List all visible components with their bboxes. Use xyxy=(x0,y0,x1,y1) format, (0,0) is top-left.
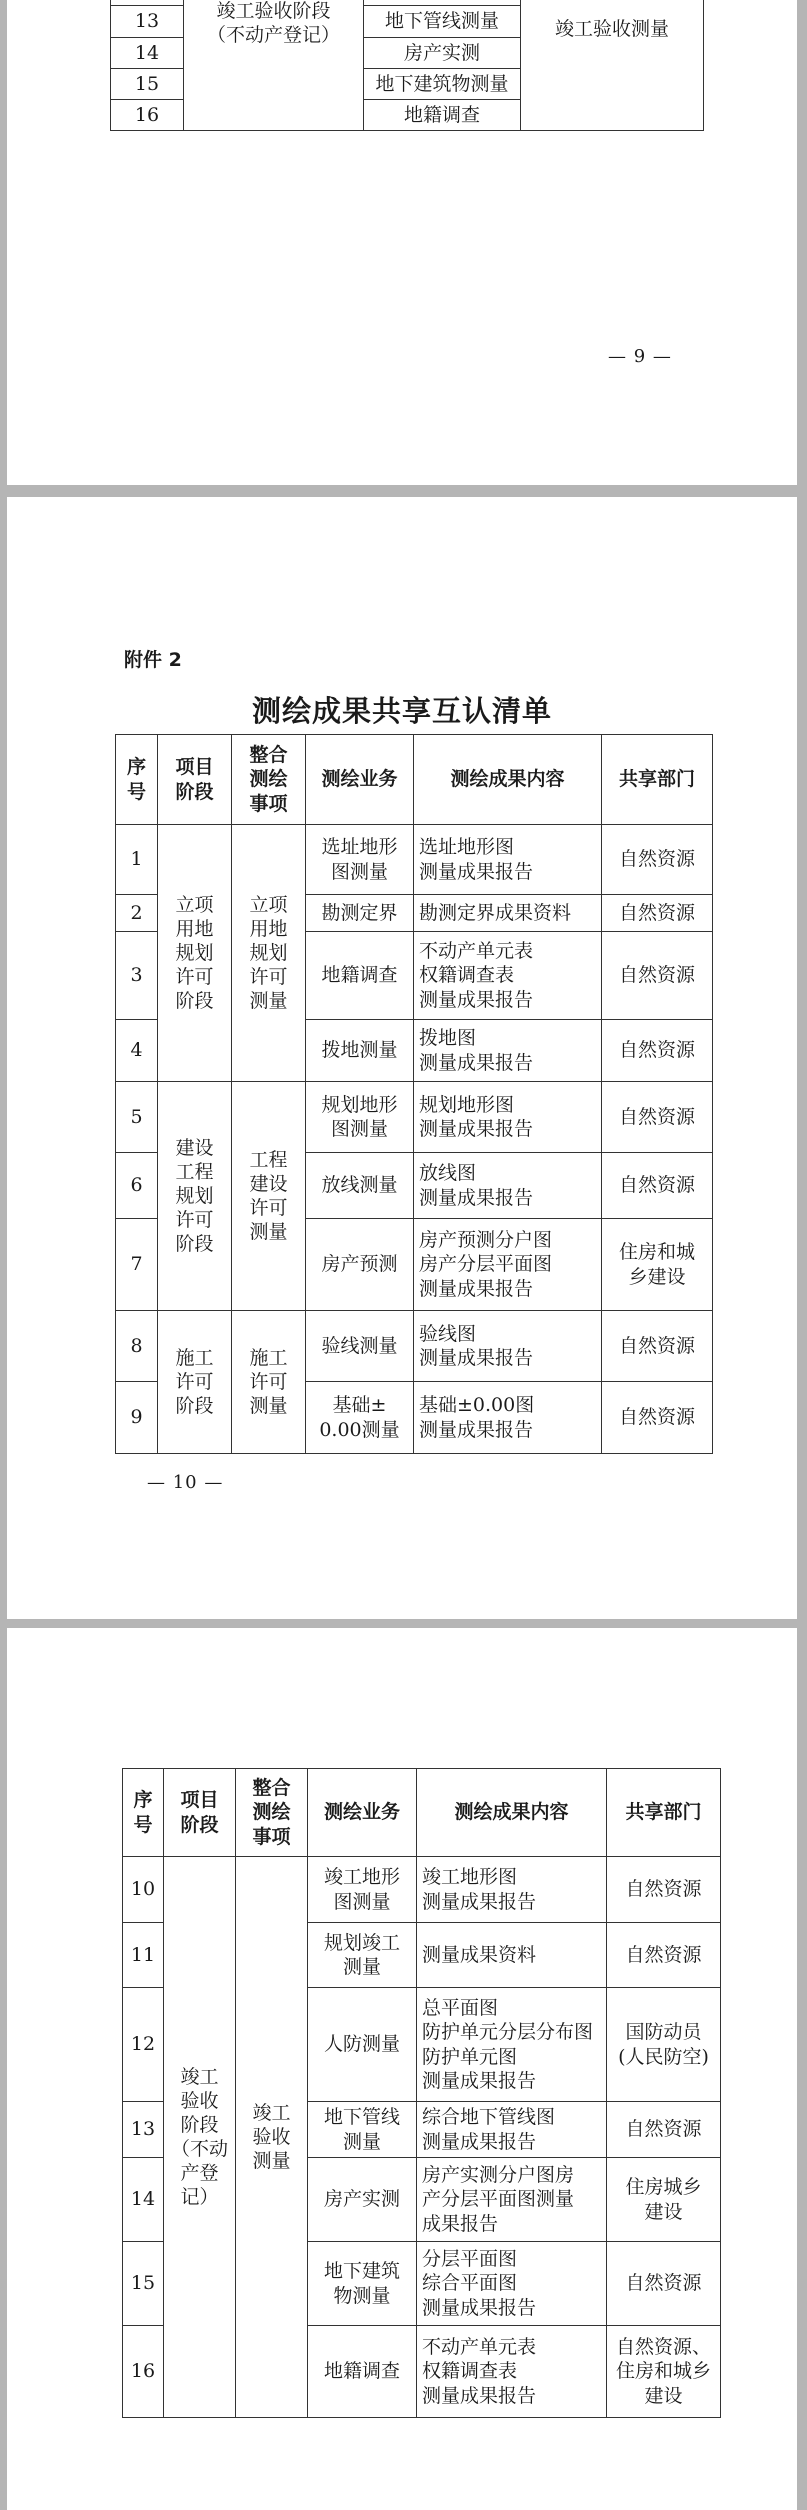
table-header-row xyxy=(116,735,713,825)
business-cell: 地下管线 测量 xyxy=(308,2102,417,2158)
business-cell: 竣工地形 图测量 xyxy=(308,1857,417,1923)
content-cell: 基础±0.00图 测量成果报告 xyxy=(414,1382,602,1454)
header-content: 测绘成果内容 xyxy=(414,735,602,825)
stage-cell: 竣工验收阶段 （不动产登记） xyxy=(184,0,364,131)
header-business: 测绘业务 xyxy=(306,735,414,825)
row-number: 6 xyxy=(116,1153,158,1219)
table-row xyxy=(123,1857,721,1923)
business-cell: 勘测定界 xyxy=(306,895,414,932)
previous-page-table-fragment xyxy=(110,0,704,131)
dept-cell: 自然资源 xyxy=(602,825,713,895)
content-cell: 总平面图 防护单元分层分布图 防护单元图 测量成果报告 xyxy=(417,1988,607,2102)
content-cell: 房产实测分户图房 产分层平面图测量 成果报告 xyxy=(417,2158,607,2242)
content-cell: 房产预测分户图 房产分层平面图 测量成果报告 xyxy=(414,1219,602,1311)
header-no: 序 号 xyxy=(116,735,158,825)
row-number: 14 xyxy=(111,38,184,69)
business-cell: 地下建筑 物测量 xyxy=(308,2242,417,2326)
row-number: 2 xyxy=(116,895,158,932)
dept-cell: 自然资源 xyxy=(607,1857,721,1923)
row-number: 11 xyxy=(123,1923,164,1988)
header-content: 测绘成果内容 xyxy=(417,1769,607,1857)
dept-cell: 自然资源 xyxy=(602,1153,713,1219)
business-cell: 放线测量 xyxy=(306,1153,414,1219)
stage-cell: 施工 许可 阶段 xyxy=(158,1311,232,1454)
header-stage: 项目 阶段 xyxy=(158,735,232,825)
page-number: — 9 — xyxy=(608,346,672,367)
header-integrated: 整合 测绘 事项 xyxy=(236,1769,308,1857)
business-cell: 人防测量 xyxy=(308,1988,417,2102)
table-row xyxy=(116,1082,713,1153)
business-cell: 基础± 0.00测量 xyxy=(306,1382,414,1454)
survey-item-cell: 地籍调查 xyxy=(364,100,521,131)
row-number: 7 xyxy=(116,1219,158,1311)
integrated-item-cell: 立项 用地 规划 许可 测量 xyxy=(232,825,306,1082)
dept-cell: 自然资源、 住房和城乡 建设 xyxy=(607,2326,721,2418)
header-no: 序 号 xyxy=(123,1769,164,1857)
content-cell: 验线图 测量成果报告 xyxy=(414,1311,602,1382)
content-cell: 勘测定界成果资料 xyxy=(414,895,602,932)
header-integrated: 整合 测绘 事项 xyxy=(232,735,306,825)
stage-cell: 立项 用地 规划 许可 阶段 xyxy=(158,825,232,1082)
business-cell: 规划竣工 测量 xyxy=(308,1923,417,1988)
integrated-item-cell: 工程 建设 许可 测量 xyxy=(232,1082,306,1311)
dept-cell: 自然资源 xyxy=(602,895,713,932)
integrated-item-cell: 竣工 验收 测量 xyxy=(236,1857,308,2418)
content-cell: 不动产单元表 权籍调查表 测量成果报告 xyxy=(417,2326,607,2418)
annex-label: 附件 2 xyxy=(124,649,182,671)
row-number: 8 xyxy=(116,1311,158,1382)
document-page-previous xyxy=(7,0,797,485)
content-cell: 测量成果资料 xyxy=(417,1923,607,1988)
content-cell: 综合地下管线图 测量成果报告 xyxy=(417,2102,607,2158)
table-row xyxy=(116,825,713,895)
dept-cell: 自然资源 xyxy=(607,2242,721,2326)
dept-cell: 自然资源 xyxy=(607,1923,721,1988)
page-number: — 10 — xyxy=(147,1472,224,1493)
business-cell: 验线测量 xyxy=(306,1311,414,1382)
row-number: 13 xyxy=(123,2102,164,2158)
dept-cell: 住房和城 乡建设 xyxy=(602,1219,713,1311)
business-cell: 选址地形 图测量 xyxy=(306,825,414,895)
row-number: 10 xyxy=(123,1857,164,1923)
content-cell: 放线图 测量成果报告 xyxy=(414,1153,602,1219)
business-cell: 地籍调查 xyxy=(308,2326,417,2418)
document-page-main xyxy=(7,497,797,1619)
integrated-item-cell: 施工 许可 测量 xyxy=(232,1311,306,1454)
content-cell: 拨地图 测量成果报告 xyxy=(414,1020,602,1082)
stage-cell: 竣工 验收 阶段 （不动 产登 记） xyxy=(164,1857,236,2418)
dept-cell: 自然资源 xyxy=(602,1020,713,1082)
business-cell: 地籍调查 xyxy=(306,932,414,1020)
business-cell: 房产实测 xyxy=(308,2158,417,2242)
dept-cell: 自然资源 xyxy=(602,1382,713,1454)
header-stage: 项目 阶段 xyxy=(164,1769,236,1857)
table-header-row xyxy=(123,1769,721,1857)
business-cell: 规划地形 图测量 xyxy=(306,1082,414,1153)
row-number: 13 xyxy=(111,6,184,38)
row-number: 5 xyxy=(116,1082,158,1153)
row-number: 9 xyxy=(116,1382,158,1454)
row-number: 1 xyxy=(116,825,158,895)
stage-cell: 建设 工程 规划 许可 阶段 xyxy=(158,1082,232,1311)
shared-results-table xyxy=(115,734,713,1454)
header-business: 测绘业务 xyxy=(308,1769,417,1857)
content-cell: 选址地形图 测量成果报告 xyxy=(414,825,602,895)
dept-cell: 自然资源 xyxy=(602,932,713,1020)
row-number: 15 xyxy=(123,2242,164,2326)
row-number: 4 xyxy=(116,1020,158,1082)
row-number: 16 xyxy=(123,2326,164,2418)
shared-results-table-continued xyxy=(122,1768,721,2418)
dept-cell: 自然资源 xyxy=(602,1082,713,1153)
content-cell: 不动产单元表 权籍调查表 测量成果报告 xyxy=(414,932,602,1020)
content-cell: 竣工地形图 测量成果报告 xyxy=(417,1857,607,1923)
document-page-next xyxy=(7,1628,797,2510)
business-cell: 拨地测量 xyxy=(306,1020,414,1082)
content-cell: 分层平面图 综合平面图 测量成果报告 xyxy=(417,2242,607,2326)
row-number: 14 xyxy=(123,2158,164,2242)
dept-cell: 自然资源 xyxy=(607,2102,721,2158)
dept-cell: 住房城乡 建设 xyxy=(607,2158,721,2242)
table-row xyxy=(116,1311,713,1382)
row-number: 16 xyxy=(111,100,184,131)
row-number: 15 xyxy=(111,69,184,100)
header-dept: 共享部门 xyxy=(602,735,713,825)
row-number: 12 xyxy=(123,1988,164,2102)
business-cell: 房产预测 xyxy=(306,1219,414,1311)
header-dept: 共享部门 xyxy=(607,1769,721,1857)
integrated-item-cell: 竣工验收测量 xyxy=(521,0,704,131)
survey-item-cell: 房产实测 xyxy=(364,38,521,69)
survey-item-cell: 地下管线测量 xyxy=(364,6,521,38)
dept-cell: 自然资源 xyxy=(602,1311,713,1382)
content-cell: 规划地形图 测量成果报告 xyxy=(414,1082,602,1153)
row-number: 3 xyxy=(116,932,158,1020)
survey-item-cell: 地下建筑物测量 xyxy=(364,69,521,100)
dept-cell: 国防动员 (人民防空) xyxy=(607,1988,721,2102)
page-title: 测绘成果共享互认清单 xyxy=(251,694,552,728)
